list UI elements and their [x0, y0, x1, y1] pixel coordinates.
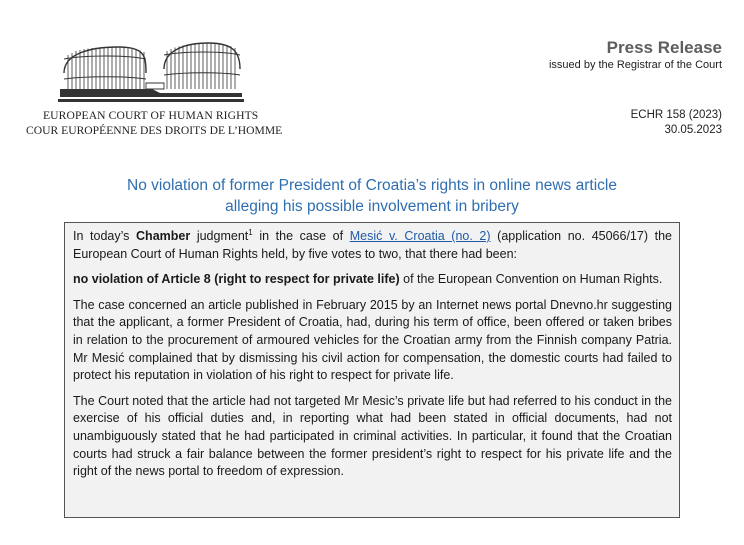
issued-by-text: issued by the Registrar of the Court — [548, 59, 722, 71]
press-release-title: Press Release — [606, 38, 722, 57]
summary-case-description: The case concerned an article published in February 2015 by an Internet news portal Dnevno.hr suggesting that the applicant, a former President of Croatia, had, during his term of office, been offered or taken bribes in relation to the procurement of armoured vehicles for the Croatian army from the Finnish company Patria. Mr Mesić complained that by dismissing his civil action for compensation, the domestic courts had failed to protect his reputation in violation of his right to respect for private life. — [73, 297, 672, 383]
intro-text-4: (application no. 45066/17) the European Court of Human Rights held, by five votes to two, that there had been: — [73, 229, 672, 261]
chamber-bold: Chamber — [136, 229, 191, 243]
finding-bold: no violation of Article 8 (right to respect for private life) — [73, 272, 400, 287]
finding-rest: of the European Convention on Human Rights. — [399, 272, 663, 287]
court-name-french: COUR EUROPÉENNE DES DROITS DE L’HOMME — [26, 124, 283, 137]
headline — [60, 175, 684, 217]
intro-text-1: In today’s — [73, 229, 137, 243]
case-link[interactable]: Mesić v. Croatia (no. 2) — [349, 229, 491, 243]
intro-text-2: judgment — [190, 229, 249, 243]
footnote-marker: 1 — [248, 227, 253, 237]
summary-box — [64, 222, 680, 518]
headline-line-2: alleging his possible involvement in bribery — [225, 198, 519, 215]
summary-finding — [73, 271, 672, 289]
summary-court-reasoning: The Court noted that the article had not targeted Mr Mesic’s private life but had referred to his conduct in the exercise of his official duties and, in reporting what had been stated in official documents, had not unambiguously stated that he had participated in criminal activities. In particular, it found that the Croatian courts had struck a fair balance between the former president’s right to respect for his private life and the right of the news portal to freedom of expression. — [73, 393, 672, 479]
headline-line-1: No violation of former President of Croatia’s rights in online news article — [127, 177, 617, 194]
summary-intro — [73, 228, 672, 263]
release-reference: ECHR 158 (2023) — [630, 109, 722, 121]
court-name-english: EUROPEAN COURT OF HUMAN RIGHTS — [43, 109, 259, 122]
court-building-logo-icon — [56, 39, 246, 107]
release-date: 30.05.2023 — [664, 124, 722, 136]
intro-text-3: in the case of — [252, 229, 350, 243]
